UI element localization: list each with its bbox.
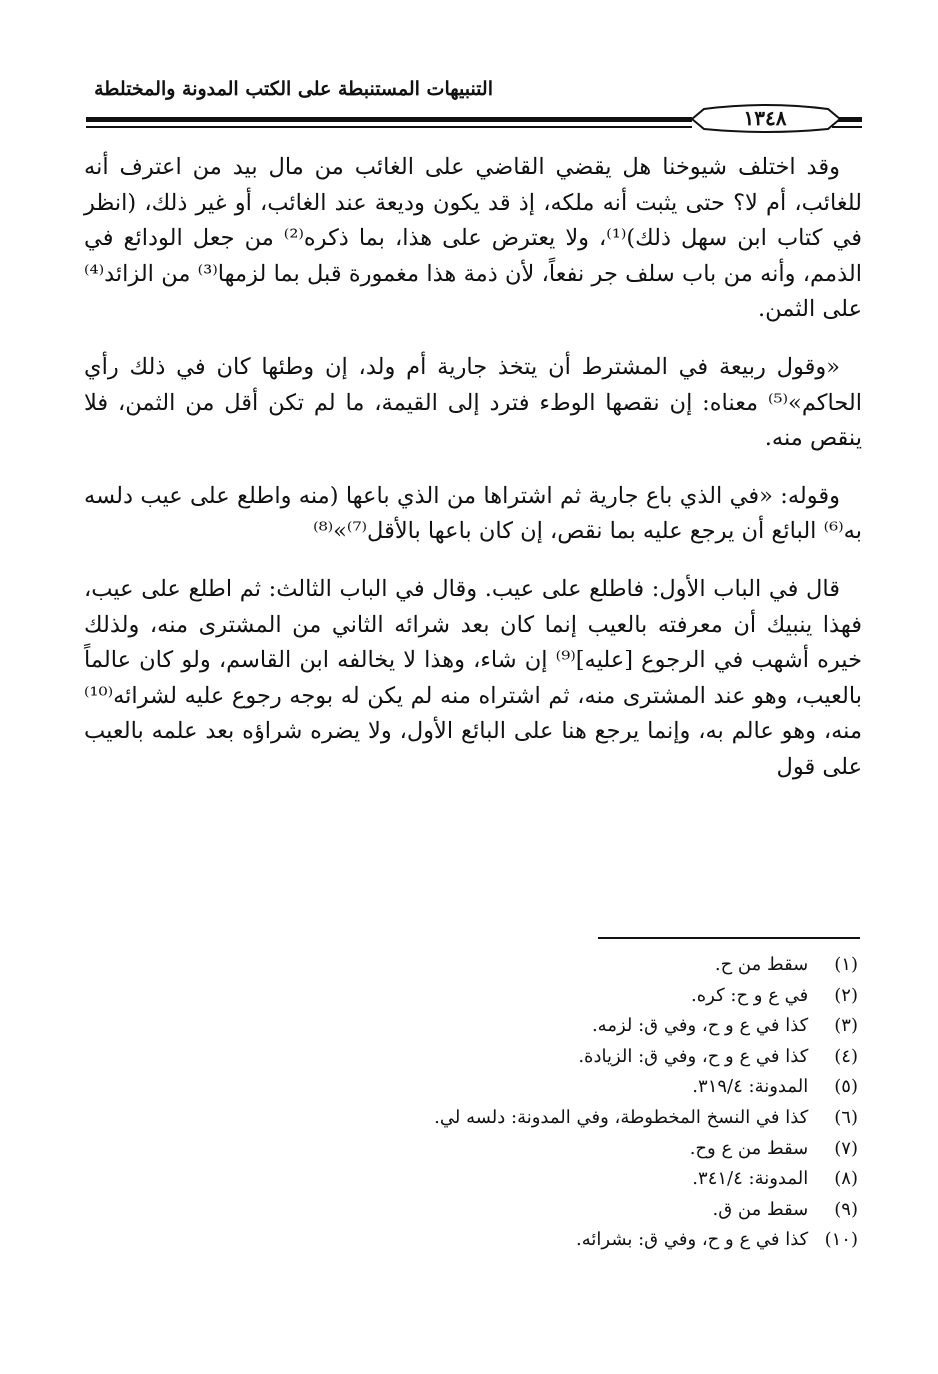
footnote-text: سقط من ح. — [714, 954, 809, 975]
footnote-number: (١٠) — [824, 1229, 858, 1251]
footnote — [98, 950, 858, 981]
footnote — [98, 1164, 858, 1195]
footnote-number: (١) — [834, 954, 858, 975]
footnote-text: كذا في النسخ المخطوطة، وفي المدونة: دلسه لي. — [434, 1106, 809, 1128]
footnote-text: كذا في ع و ح، وفي ق: الزيادة. — [578, 1045, 809, 1067]
header-rule-thin — [86, 126, 692, 128]
footnote-number: (٢) — [834, 984, 858, 1006]
footnote — [98, 1225, 858, 1256]
footnote-text: في ع و ح: كره. — [691, 984, 809, 1006]
footnotes-list — [98, 950, 858, 1256]
footnote-text: المدونة: ٣٤١/٤. — [692, 1168, 809, 1190]
footnote — [98, 1103, 858, 1134]
footnote-number: (٨) — [834, 1168, 858, 1190]
running-title: التنبيهات المستنبطة على الكتب المدونة والمختلطة — [94, 78, 493, 100]
footnote-text: المدونة: ٣١٩/٤. — [692, 1076, 809, 1098]
footnote-number: (٦) — [834, 1106, 858, 1128]
footnote-text: سقط من ع وح. — [689, 1137, 809, 1159]
footnote — [98, 1072, 858, 1103]
footnote-number: (٣) — [834, 1015, 858, 1037]
footnote-number: (٩) — [834, 1198, 858, 1220]
main-text — [84, 150, 862, 808]
footnote-text: كذا في ع و ح، وفي ق: بشرائه. — [576, 1229, 809, 1251]
footnote-separator — [598, 937, 860, 939]
footnote-text: كذا في ع و ح، وفي ق: لزمه. — [591, 1015, 809, 1037]
paragraph: قال في الباب الأول: فاطلع على عيب. وقال في الباب الثالث: ثم اطلع على عيب، فهذا ينبيك أن معرفته بالعيب إنما كان بعد شرائه الثاني من المشترى منه، ولذلك خيره أشهب في الرجوع [عليه]⁽⁹⁾ إن شاء، وهذا لا يخالفه ابن القاسم، ولو كان عالماً بالعيب، وهو عند المشترى منه، ثم اشتراه منه لم يكن له بوجه رجوع عليه لشرائه⁽¹⁰⁾ منه، وهو عالم به، وإنما يرجع هنا على البائع الأول، ولا يضره شراؤه بعد علمه بالعيب على قول — [84, 575, 863, 780]
paragraph: وقوله: «في الذي باع جارية ثم اشتراها من الذي باعها (منه واطلع على عيب دلسه به⁽⁶⁾ البائع أن يرجع عليه بما نقص، إن كان باعها بالأقل⁽⁷⁾»⁽⁸⁾ — [84, 482, 862, 545]
footnote — [98, 1042, 858, 1073]
header-rule-thick — [86, 117, 692, 122]
paragraph: «وقول ربيعة في المشترط أن يتخذ جارية أم ولد، إن وطئها كان في ذلك رأي الحاكم»⁽⁵⁾ معناه: إن نقصها الوطء فترد إلى القيمة، ما لم تكن أقل من الثمن، فلا ينقص منه. — [84, 353, 862, 452]
footnote — [98, 1134, 858, 1165]
footnote-text: سقط من ق. — [712, 1198, 809, 1220]
paragraph: وقد اختلف شيوخنا هل يقضي القاضي على الغائب من مال بيد من اعترف أنه للغائب، أم لا؟ حتى يثبت أنه ملكه، إذ قد يكون وديعة عند الغائب، أو غير ذلك، (انظر في كتاب ابن سهل ذلك)⁽¹⁾، ولا يعترض على هذا، بما ذكره⁽²⁾ من جعل الودائع في الذمم، وأنه من باب سلف جر نفعاً، لأن ذمة هذا مغمورة قبل بما لزمها⁽³⁾ من الزائد⁽⁴⁾ على الثمن. — [84, 154, 862, 323]
footnote-number: (٤) — [834, 1045, 858, 1067]
footnote-number: (٧) — [834, 1137, 858, 1159]
footnote — [98, 1195, 858, 1226]
footnote — [98, 981, 858, 1012]
page-number: ١٣٤٨ — [743, 106, 787, 130]
footnote — [98, 1011, 858, 1042]
footnote-number: (٥) — [834, 1076, 858, 1098]
